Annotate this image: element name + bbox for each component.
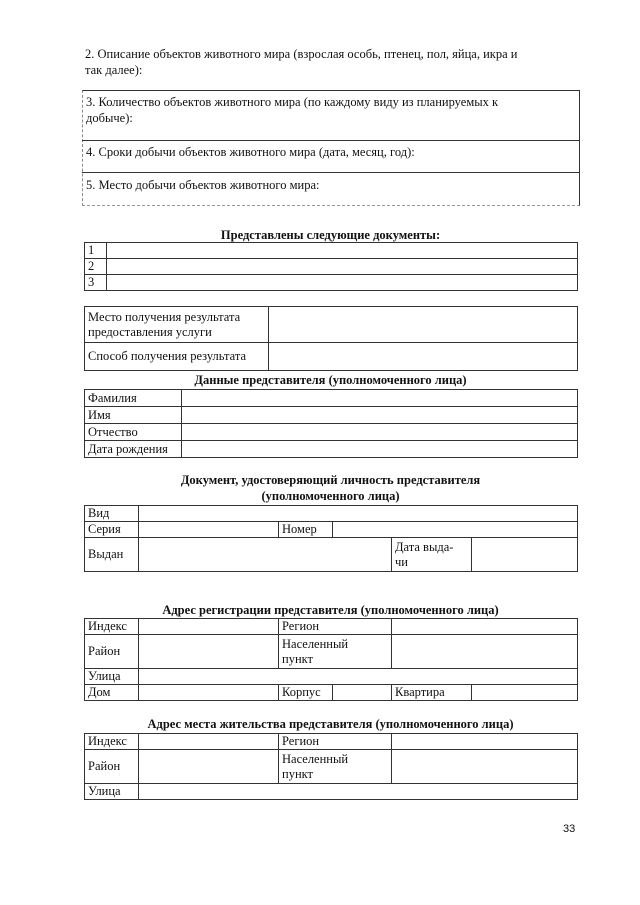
res-district-label: Район	[85, 750, 139, 784]
document-row-value[interactable]	[107, 243, 578, 259]
reg-locality-line2: пункт	[282, 651, 313, 666]
reg-locality-label	[279, 635, 392, 669]
doc-issued-field[interactable]	[139, 538, 392, 572]
documents-heading: Представлены следующие документы:	[220, 228, 441, 242]
doc-kind-field[interactable]	[139, 506, 578, 522]
item3-line1: 3. Количество объектов животного мира (по каждому виду из планируемых к	[86, 95, 499, 109]
item3-line2: добыче):	[86, 111, 133, 125]
patronymic-field[interactable]	[182, 424, 578, 441]
res-street-field[interactable]	[139, 784, 578, 800]
item4-text: 4. Сроки добычи объектов животного мира (дата, месяц, год):	[86, 145, 415, 159]
surname-label: Фамилия	[85, 390, 182, 407]
representative-table	[84, 389, 578, 458]
birthdate-label: Дата рождения	[85, 441, 182, 458]
document-row	[85, 243, 578, 259]
res-address-heading: Адрес места жительства представителя (уполномоченного лица)	[147, 717, 514, 731]
identity-table	[84, 505, 578, 572]
result-place-line1: Место получения результата	[88, 309, 241, 324]
doc-issue-date-label	[392, 538, 472, 572]
document-row	[85, 259, 578, 275]
surname-field[interactable]	[182, 390, 578, 407]
document-row-number: 2	[85, 259, 107, 275]
result-method-value[interactable]	[269, 343, 578, 371]
reg-address-heading: Адрес регистрации представителя (уполномоченного лица)	[162, 603, 499, 617]
reg-district-field[interactable]	[139, 635, 279, 669]
item5-text: 5. Место добычи объектов животного мира:	[86, 178, 320, 192]
identity-heading-line2: (уполномоченного лица)	[261, 489, 400, 503]
reg-house-field[interactable]	[139, 685, 279, 701]
item2-line2: так далее):	[85, 63, 143, 77]
page-number: 33	[563, 823, 576, 835]
reg-apartment-label: Квартира	[392, 685, 472, 701]
reg-locality-line1: Населенный	[282, 636, 349, 651]
res-locality-line2: пункт	[282, 766, 313, 781]
item-divider	[82, 140, 579, 141]
document-row-value[interactable]	[107, 259, 578, 275]
res-index-label: Индекс	[85, 734, 139, 750]
doc-issue-date-line1: Дата выда-	[395, 539, 454, 554]
name-field[interactable]	[182, 407, 578, 424]
res-region-label: Регион	[279, 734, 392, 750]
res-street-label: Улица	[85, 784, 139, 800]
res-address-table	[84, 733, 578, 800]
result-place-line2: предоставления услуги	[88, 324, 212, 339]
res-locality-field[interactable]	[392, 750, 578, 784]
res-locality-label	[279, 750, 392, 784]
item-divider	[82, 172, 579, 173]
reg-street-label: Улица	[85, 669, 139, 685]
result-place-value[interactable]	[269, 307, 578, 343]
document-row-number: 1	[85, 243, 107, 259]
result-table	[84, 306, 578, 371]
doc-issued-label: Выдан	[85, 538, 139, 572]
document-row-number: 3	[85, 275, 107, 291]
representative-heading: Данные представителя (уполномоченного лица)	[194, 373, 467, 387]
document-row	[85, 275, 578, 291]
birthdate-field[interactable]	[182, 441, 578, 458]
reg-address-table	[84, 618, 578, 701]
name-label: Имя	[85, 407, 182, 424]
reg-building-label: Корпус	[279, 685, 333, 701]
doc-number-label: Номер	[279, 522, 333, 538]
doc-number-field[interactable]	[333, 522, 578, 538]
reg-apartment-field[interactable]	[472, 685, 578, 701]
reg-district-label: Район	[85, 635, 139, 669]
reg-street-field[interactable]	[139, 669, 578, 685]
doc-series-label: Серия	[85, 522, 139, 538]
doc-kind-label: Вид	[85, 506, 139, 522]
reg-house-label: Дом	[85, 685, 139, 701]
result-place-label	[85, 307, 269, 343]
doc-series-field[interactable]	[139, 522, 279, 538]
reg-locality-field[interactable]	[392, 635, 578, 669]
item2-line1: 2. Описание объектов животного мира (взрослая особь, птенец, пол, яйца, икра и	[85, 47, 518, 61]
reg-region-label: Регион	[279, 619, 392, 635]
document-row-value[interactable]	[107, 275, 578, 291]
res-district-field[interactable]	[139, 750, 279, 784]
res-region-field[interactable]	[392, 734, 578, 750]
reg-index-field[interactable]	[139, 619, 279, 635]
doc-issue-date-field[interactable]	[472, 538, 578, 572]
doc-issue-date-line2: чи	[395, 554, 408, 569]
reg-region-field[interactable]	[392, 619, 578, 635]
result-method-label: Способ получения результата	[85, 343, 269, 371]
res-locality-line1: Населенный	[282, 751, 349, 766]
documents-table	[84, 242, 578, 291]
reg-building-field[interactable]	[333, 685, 392, 701]
identity-heading-line1: Документ, удостоверяющий личность представителя	[180, 473, 481, 487]
reg-index-label: Индекс	[85, 619, 139, 635]
res-index-field[interactable]	[139, 734, 279, 750]
patronymic-label: Отчество	[85, 424, 182, 441]
